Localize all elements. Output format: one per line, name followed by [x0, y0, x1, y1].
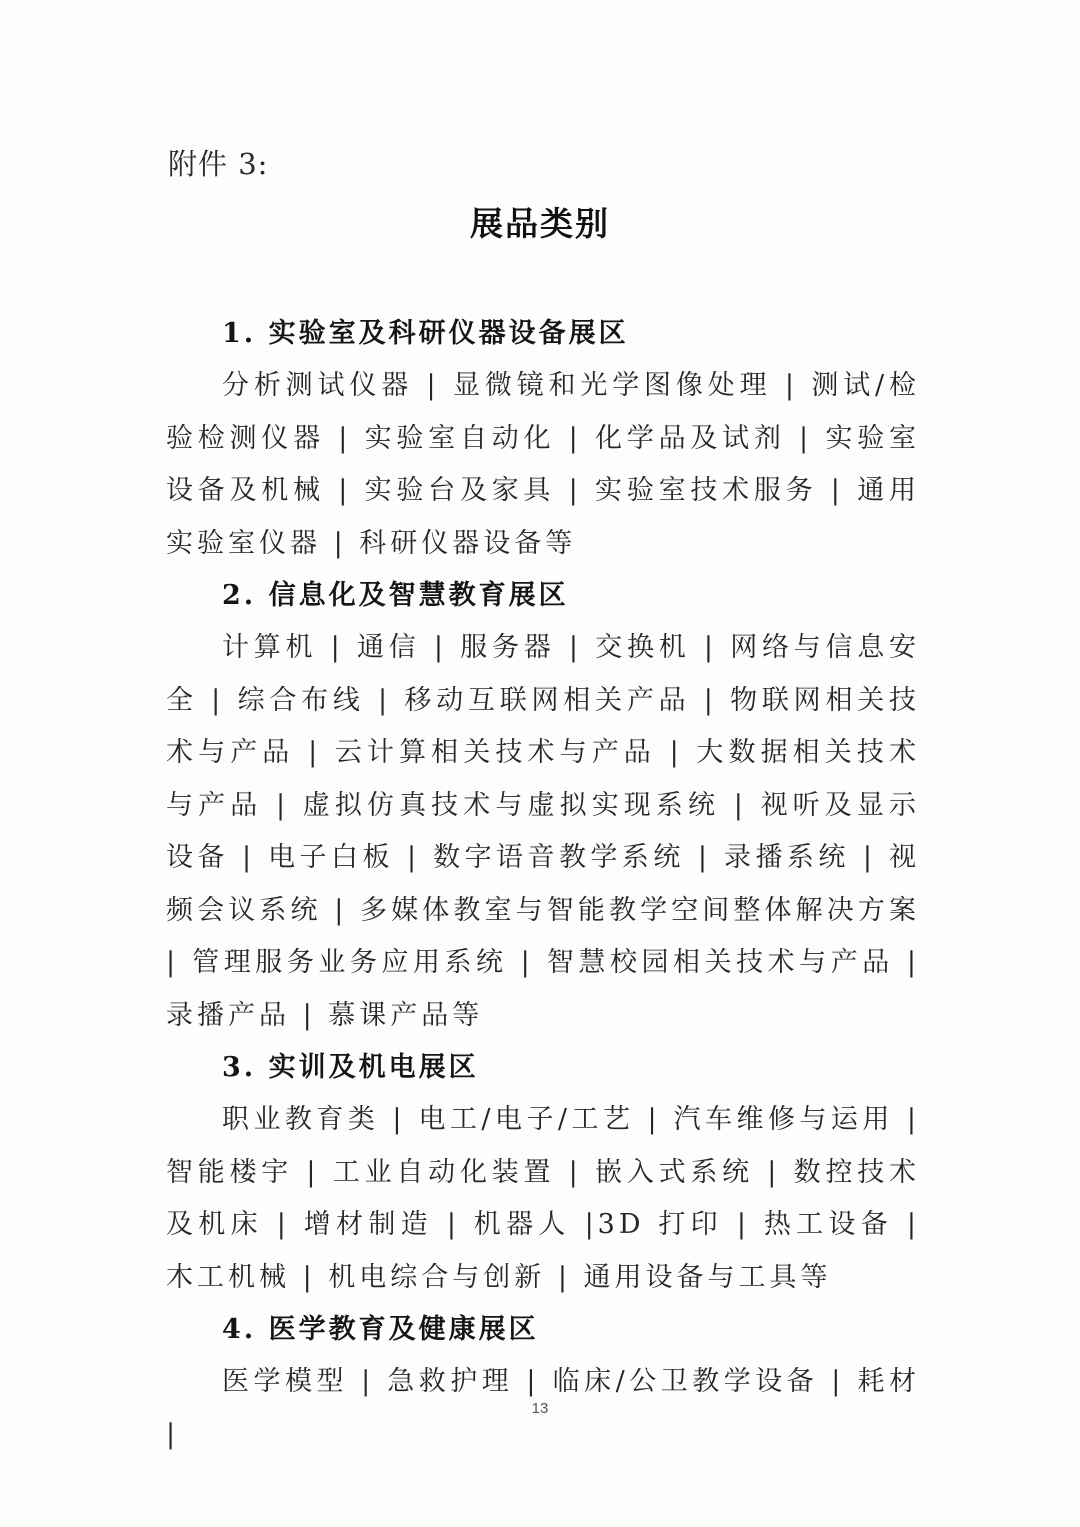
section-heading: 2. 信息化及智慧教育展区 — [222, 580, 569, 611]
section-heading: 3. 实训及机电展区 — [222, 1052, 479, 1083]
page-number: 13 — [531, 1400, 549, 1417]
content-body — [166, 308, 920, 1461]
section-body: 医学模型 | 急救护理 | 临床/公卫教学设备 | 耗材 | — [166, 1366, 920, 1450]
section-body: 职业教育类 | 电工/电子/工艺 | 汽车维修与运用 | 智能楼宇 | 工业自动化装置 | 嵌入式系统 | 数控技术及机床 | 增材制造 | 机器人 |3D 打印 | 热工设备 | 木工机械 | 机电综合与创新 | 通用设备与工具等 — [166, 1104, 920, 1293]
attachment-label: 附件 3: — [168, 147, 269, 181]
section-body: 分析测试仪器 | 显微镜和光学图像处理 | 测试/检验检测仪器 | 实验室自动化 | 化学品及试剂 | 实验室设备及机械 | 实验台及家具 | 实验室技术服务 | 通用实验室仪器 | 科研仪器设备等 — [166, 370, 920, 559]
page-title: 展品类别 — [470, 204, 610, 243]
section-heading: 1. 实验室及科研仪器设备展区 — [222, 318, 629, 349]
section-heading: 4. 医学教育及健康展区 — [222, 1314, 539, 1345]
section-body: 计算机 | 通信 | 服务器 | 交换机 | 网络与信息安全 | 综合布线 | 移动互联网相关产品 | 物联网相关技术与产品 | 云计算相关技术与产品 | 大数据相关技术与产品 | 虚拟仿真技术与虚拟实现系统 | 视听及显示设备 | 电子白板 | 数字语音教学系统 | 录播系统 | 视频会议系统 | 多媒体教室与智能教学空间整体解决方案 | 管理服务业务应用系统 | 智慧校园相关技术与产品 | 录播产品 | 慕课产品等 — [166, 632, 920, 1031]
